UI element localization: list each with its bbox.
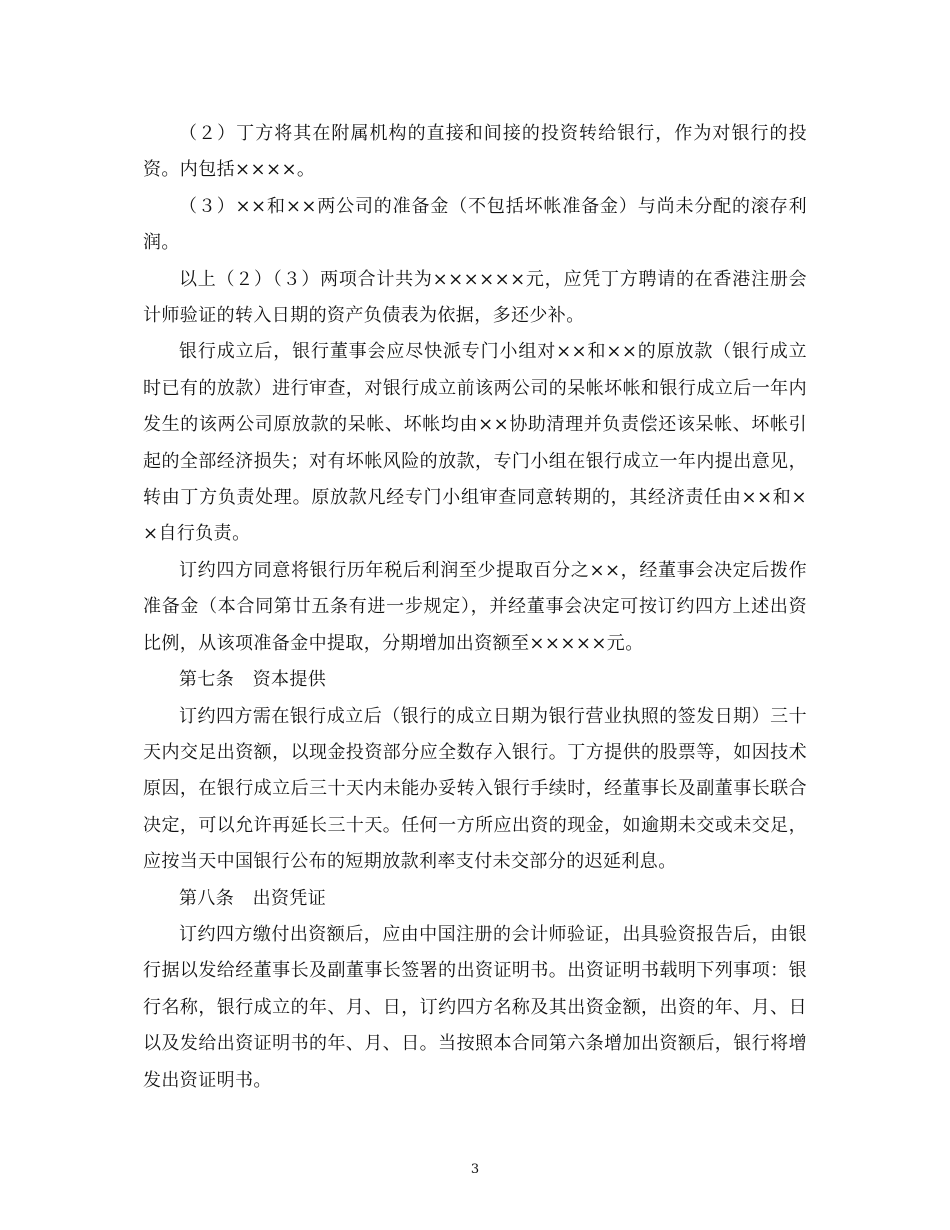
article-7-heading: 第七条 资本提供 [179, 669, 327, 691]
article-8-heading: 第八条 出资凭证 [179, 887, 327, 909]
paragraph-item-3-reserves: （３）××和××两公司的准备金（不包括坏帐准备金）与尚未分配的滚存利润。 [143, 195, 807, 254]
document-body [143, 116, 807, 1099]
paragraph-loan-review: 银行成立后，银行董事会应尽快派专门小组对××和××的原放款（银行成立时已有的放款）进行审查，对银行成立前该两公司的呆帐坏帐和银行成立后一年内发生的该两公司原放款的呆帐、坏帐均由××协助清理并负责偿还该呆帐、坏帐引起的全部经济损失；对有坏帐风险的放款，专门小组在银行成立一年内提出意见，转由丁方负责处理。原放款凡经专门小组审查同意转期的，其经济责任由××和××自行负责。 [143, 341, 807, 545]
paragraph-item-2-transfer-investment: （２）丁方将其在附属机构的直接和间接的投资转给银行，作为对银行的投资。内包括××××。 [143, 123, 807, 181]
paragraph-capital-provision: 订约四方需在银行成立后（银行的成立日期为银行营业执照的签发日期）三十天内交足出资额，以现金投资部分应全数存入银行。丁方提供的股票等，如因技术原因，在银行成立后三十天内未能办妥转入银行手续时，经董事长及副董事长联合决定，可以允许再延长三十天。任何一方所应出资的现金，如逾期未交或未交足，应按当天中国银行公布的短期放款利率支付未交部分的迟延利息。 [143, 705, 807, 873]
paragraph-capital-certificate: 订约四方缴付出资额后，应由中国注册的会计师验证，出具验资报告后，由银行据以发给经董事长及副董事长签署的出资证明书。出资证明书载明下列事项：银行名称，银行成立的年、月、日，订约四方名称及其出资金额，出资的年、月、日以及发给出资证明书的年、月、日。当按照本合同第六条增加出资额后，银行将增发出资证明书。 [143, 923, 807, 1091]
paragraph-reserve-fund: 订约四方同意将银行历年税后利润至少提取百分之××，经董事会决定后拨作准备金（本合同第廿五条有进一步规定），并经董事会决定可按订约四方上述出资比例，从该项准备金中提取，分期增加出资额至×××××元。 [143, 559, 807, 654]
paragraph-total-amount: 以上（２）（３）两项合计共为××××××元，应凭丁方聘请的在香港注册会计师验证的转入日期的资产负债表为依据，多还少补。 [143, 268, 807, 327]
page-number: 3 [470, 1162, 480, 1177]
